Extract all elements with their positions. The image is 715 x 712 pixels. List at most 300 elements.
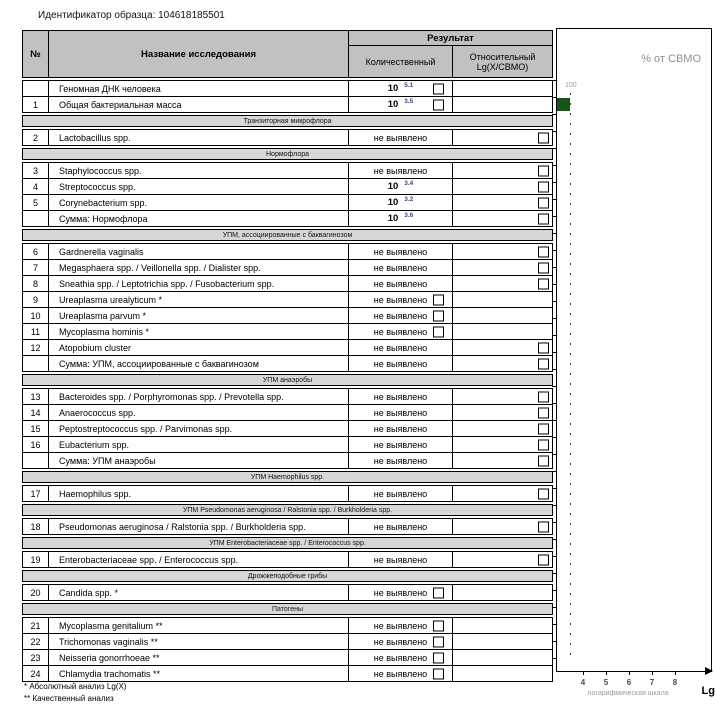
quantitative-result-cell [349, 195, 453, 210]
reference-100-label: 100 [565, 82, 577, 89]
row-number-cell [23, 292, 49, 307]
row-group [22, 388, 553, 469]
relative-checkbox[interactable] [538, 342, 549, 353]
test-name: Streptococcus spp. [59, 181, 136, 192]
row-number: 10 [30, 310, 41, 321]
section-label: УПМ Haemophilus spp. [250, 473, 325, 481]
quantitative-result-cell [349, 585, 453, 600]
relative-checkbox[interactable] [538, 278, 549, 289]
test-name: Геномная ДНК человека [59, 83, 161, 94]
relative-checkbox[interactable] [538, 197, 549, 208]
table-row [23, 519, 552, 534]
test-name-cell [49, 666, 349, 681]
row-number: 1 [32, 99, 38, 110]
test-name: Mycoplasma hominis * [59, 326, 150, 337]
test-name: Atopobium cluster [59, 342, 132, 353]
test-name-cell [49, 389, 349, 404]
test-name-cell [49, 340, 349, 355]
relative-checkbox[interactable] [538, 213, 549, 224]
test-name: Haemophilus spp. [59, 488, 132, 499]
relative-result-cell [453, 130, 552, 145]
section-header-row [22, 603, 553, 615]
row-group [22, 129, 553, 146]
x-axis-tick [606, 671, 607, 675]
quantitative-result-cell [349, 421, 453, 436]
test-name: Mycoplasma genitalium ** [59, 620, 163, 631]
section-label: Нормофлора [266, 150, 309, 158]
row-number: 2 [32, 132, 38, 143]
section-header-row [22, 374, 553, 386]
relative-result-cell [453, 244, 552, 259]
x-axis-tick [675, 671, 676, 675]
row-group [22, 551, 553, 568]
percent-of-cvmo-chart [556, 28, 715, 697]
result-text: не выявлено [373, 439, 428, 450]
test-name-cell [49, 585, 349, 600]
result-text: не выявлено [373, 521, 428, 532]
quantitative-result-cell [349, 130, 453, 145]
quantitative-checkbox[interactable] [433, 636, 444, 647]
relative-result-cell [453, 618, 552, 633]
relative-checkbox[interactable] [538, 358, 549, 369]
table-row [23, 355, 552, 371]
quantitative-result-cell [349, 211, 453, 226]
quantitative-result-cell [349, 405, 453, 420]
x-axis-title: Lg [701, 685, 715, 697]
relative-result-cell [453, 211, 552, 226]
reference-dashed-line [570, 93, 571, 661]
relative-result-cell [453, 650, 552, 665]
row-number: 12 [30, 342, 41, 353]
quantitative-checkbox[interactable] [433, 294, 444, 305]
relative-checkbox[interactable] [538, 165, 549, 176]
table-row [23, 585, 552, 600]
test-name-cell [49, 437, 349, 452]
table-row [23, 163, 552, 178]
row-number-cell [23, 260, 49, 275]
test-name: Enterobacteriaceae spp. / Enterococcus spp. [59, 554, 239, 565]
x-axis-tick [583, 671, 584, 675]
footnotes [24, 681, 126, 705]
section-header-row [22, 115, 553, 127]
test-name: Staphylococcus spp. [59, 165, 142, 176]
row-group [22, 162, 553, 227]
test-name: Gardnerella vaginalis [59, 246, 144, 257]
test-name: Сумма: УПМ анаэробы [59, 455, 156, 466]
row-number-cell [23, 405, 49, 420]
section-label: Дрожжеподобные грибы [247, 572, 328, 580]
result-text: не выявлено [373, 132, 428, 143]
section-label: Патогены [272, 605, 303, 613]
table-row [23, 618, 552, 633]
row-number-cell [23, 453, 49, 468]
row-group [22, 80, 553, 113]
result-text: не выявлено [373, 455, 428, 466]
table-row [23, 404, 552, 420]
test-name-cell [49, 650, 349, 665]
footnote-absolute-analysis: * Абсолютный анализ Lg(X) [24, 682, 127, 691]
test-name: Ureaplasma parvum * [59, 310, 147, 321]
quantitative-result-cell [349, 179, 453, 194]
table-row [23, 275, 552, 291]
quantitative-result-cell [349, 340, 453, 355]
test-name-cell [49, 97, 349, 112]
result-value-base: 10 [387, 181, 399, 192]
row-number-cell [23, 163, 49, 178]
quantitative-result-cell [349, 356, 453, 371]
row-number-cell [23, 244, 49, 259]
row-number-cell [23, 618, 49, 633]
x-axis-tick-label: 6 [626, 678, 632, 687]
quantitative-checkbox[interactable] [433, 326, 444, 337]
x-axis-tick-label: 8 [672, 678, 678, 687]
row-number-cell [23, 389, 49, 404]
result-text: не выявлено [373, 246, 428, 257]
row-number: 17 [30, 488, 41, 499]
relative-checkbox[interactable] [538, 181, 549, 192]
quantitative-result-cell [349, 437, 453, 452]
relative-result-cell [453, 634, 552, 649]
quantitative-result-cell [349, 666, 453, 681]
result-value-exponent: 3.5 [404, 98, 414, 105]
quantitative-checkbox[interactable] [433, 587, 444, 598]
x-axis-arrow-icon [705, 667, 713, 675]
test-name-cell [49, 211, 349, 226]
relative-checkbox[interactable] [538, 423, 549, 434]
relative-result-cell [453, 666, 552, 681]
col-header-test-name: Название исследования [49, 31, 349, 77]
section-header-row [22, 148, 553, 160]
test-name-cell [49, 276, 349, 291]
relative-checkbox[interactable] [538, 488, 549, 499]
test-name-cell [49, 486, 349, 501]
section-label: УПМ Enterobacteriaceae spp. / Enterococcus spp. [209, 539, 366, 547]
test-name-cell [49, 260, 349, 275]
footnote-qualitative-analysis: ** Качественный анализ [24, 694, 114, 703]
test-name: Сумма: УПМ, ассоциированные с баквагинозом [59, 358, 259, 369]
row-number: 16 [30, 439, 41, 450]
quantitative-result-cell [349, 453, 453, 468]
row-number-cell [23, 650, 49, 665]
relative-checkbox[interactable] [538, 407, 549, 418]
test-name: Candida spp. * [59, 587, 119, 598]
quantitative-result-cell [349, 97, 453, 112]
relative-result-cell [453, 179, 552, 194]
relative-checkbox[interactable] [538, 391, 549, 402]
relative-result-cell [453, 276, 552, 291]
col-header-result: Результат [349, 31, 552, 46]
relative-result-cell [453, 421, 552, 436]
relative-result-cell [453, 81, 552, 96]
quantitative-result-cell [349, 260, 453, 275]
test-name: Anaerococcus spp. [59, 407, 136, 418]
relative-checkbox[interactable] [538, 246, 549, 257]
test-name: Peptostreptococcus spp. / Parvimonas spp. [59, 423, 233, 434]
section-header-row [22, 229, 553, 241]
row-number: 14 [30, 407, 41, 418]
row-number-cell [23, 81, 49, 96]
x-axis-tick [652, 671, 653, 675]
row-number-cell [23, 486, 49, 501]
table-row [23, 420, 552, 436]
test-name: Sneathia spp. / Leptotrichia spp. / Fusobacterium spp. [59, 278, 275, 289]
test-name-cell [49, 324, 349, 339]
relative-result-cell [453, 308, 552, 323]
row-number-cell [23, 666, 49, 681]
row-number: 8 [32, 278, 38, 289]
row-number: 5 [32, 197, 38, 208]
row-number: 3 [32, 165, 38, 176]
col-header-number: № [23, 31, 49, 77]
result-text: не выявлено [373, 423, 428, 434]
sample-id: Идентификатор образца: 104618185501 [38, 10, 225, 21]
relative-checkbox[interactable] [538, 521, 549, 532]
relative-result-cell [453, 97, 552, 112]
test-name-cell [49, 634, 349, 649]
row-group [22, 485, 553, 502]
section-header-row [22, 537, 553, 549]
row-number: 19 [30, 554, 41, 565]
x-axis-tick-label: 5 [603, 678, 609, 687]
row-number: 15 [30, 423, 41, 434]
quantitative-checkbox[interactable] [433, 99, 444, 110]
test-name: Megasphaera spp. / Veillonella spp. / Dialister spp. [59, 262, 261, 273]
row-number: 18 [30, 521, 41, 532]
table-row [23, 389, 552, 404]
row-group [22, 243, 553, 372]
relative-result-cell [453, 356, 552, 371]
row-number: 9 [32, 294, 38, 305]
relative-result-cell [453, 552, 552, 567]
result-text: не выявлено [373, 668, 428, 679]
test-name-cell [49, 356, 349, 371]
quantitative-checkbox[interactable] [433, 310, 444, 321]
result-text: не выявлено [373, 358, 428, 369]
row-number-cell [23, 585, 49, 600]
row-number: 24 [30, 668, 41, 679]
test-name: Chlamydia trachomatis ** [59, 668, 161, 679]
relative-result-cell [453, 292, 552, 307]
test-name: Neisseria gonorrhoeae ** [59, 652, 160, 663]
test-name-cell [49, 308, 349, 323]
test-name: Ureaplasma urealyticum * [59, 294, 163, 305]
relative-result-cell [453, 437, 552, 452]
relative-checkbox[interactable] [538, 439, 549, 450]
quantitative-checkbox[interactable] [433, 652, 444, 663]
quantitative-checkbox[interactable] [433, 620, 444, 631]
table-row [23, 130, 552, 145]
test-name-cell [49, 453, 349, 468]
section-header-row [22, 504, 553, 516]
relative-result-cell [453, 260, 552, 275]
result-text: не выявлено [373, 278, 428, 289]
test-name: Bacteroides spp. / Porphyromonas spp. / Prevotella spp. [59, 391, 284, 402]
quantitative-result-cell [349, 634, 453, 649]
table-row [23, 244, 552, 259]
result-value-base: 10 [387, 99, 399, 110]
table-row [23, 210, 552, 226]
result-value-exponent: 3.6 [404, 212, 414, 219]
row-number-cell [23, 356, 49, 371]
result-value-exponent: 3.2 [404, 196, 414, 203]
col-header-relative [453, 46, 552, 77]
test-name-cell [49, 405, 349, 420]
table-row [23, 436, 552, 452]
row-number-cell [23, 308, 49, 323]
test-name-cell [49, 292, 349, 307]
col-header-relative-line2: Lg(X/СВМО) [476, 61, 529, 72]
quantitative-result-cell [349, 650, 453, 665]
relative-checkbox[interactable] [538, 132, 549, 143]
quantitative-result-cell [349, 81, 453, 96]
section-label: УПМ, ассоциированные с баквагинозом [222, 231, 353, 239]
table-row [23, 194, 552, 210]
result-text: не выявлено [373, 554, 428, 565]
log-scale-note: логарифмическая шкала [587, 690, 669, 697]
relative-checkbox[interactable] [538, 554, 549, 565]
row-number-cell [23, 519, 49, 534]
row-number: 23 [30, 652, 41, 663]
table-row [23, 552, 552, 567]
row-number: 20 [30, 587, 41, 598]
row-group [22, 617, 553, 682]
table-row [23, 339, 552, 355]
table-row [23, 649, 552, 665]
table-row [23, 452, 552, 468]
table-row [23, 96, 552, 112]
row-number-cell [23, 324, 49, 339]
quantitative-checkbox[interactable] [433, 83, 444, 94]
col-header-relative-line1: Относительный [469, 51, 536, 62]
test-name: Trichomonas vaginalis ** [59, 636, 158, 647]
relative-result-cell [453, 340, 552, 355]
test-name-cell [49, 421, 349, 436]
test-name: Pseudomonas aeruginosa / Ralstonia spp. / Burkholderia spp. [59, 521, 306, 532]
test-name: Сумма: Нормофлора [59, 213, 148, 224]
test-name-cell [49, 519, 349, 534]
table-row [23, 486, 552, 501]
relative-result-cell [453, 195, 552, 210]
result-text: не выявлено [373, 620, 428, 631]
test-name-cell [49, 130, 349, 145]
row-number-cell [23, 211, 49, 226]
row-number-cell [23, 340, 49, 355]
result-text: не выявлено [373, 652, 428, 663]
row-group [22, 518, 553, 535]
chart-bar-total-bacterial-mass [557, 98, 570, 111]
relative-result-cell [453, 585, 552, 600]
relative-result-cell [453, 324, 552, 339]
quantitative-result-cell [349, 519, 453, 534]
relative-result-cell [453, 519, 552, 534]
quantitative-result-cell [349, 244, 453, 259]
row-number: 13 [30, 391, 41, 402]
result-value-base: 10 [387, 213, 399, 224]
test-name-cell [49, 81, 349, 96]
row-number-cell [23, 437, 49, 452]
test-name-cell [49, 552, 349, 567]
table-row [23, 323, 552, 339]
x-axis-tick [629, 671, 630, 675]
row-number: 22 [30, 636, 41, 647]
result-text: не выявлено [373, 262, 428, 273]
quantitative-result-cell [349, 163, 453, 178]
relative-checkbox[interactable] [538, 455, 549, 466]
quantitative-result-cell [349, 486, 453, 501]
relative-result-cell [453, 163, 552, 178]
result-text: не выявлено [373, 294, 428, 305]
result-value-exponent: 3.4 [404, 180, 414, 187]
relative-result-cell [453, 486, 552, 501]
test-name: Eubacterium spp. [59, 439, 130, 450]
table-row [23, 291, 552, 307]
col-header-quantitative: Количественный [349, 46, 453, 77]
table-row [23, 633, 552, 649]
quantitative-result-cell [349, 324, 453, 339]
row-number: 7 [32, 262, 38, 273]
relative-checkbox[interactable] [538, 262, 549, 273]
row-number: 6 [32, 246, 38, 257]
row-number-cell [23, 130, 49, 145]
row-number: 11 [30, 326, 41, 337]
test-name: Corynebacterium spp. [59, 197, 148, 208]
quantitative-result-cell [349, 276, 453, 291]
relative-result-cell [453, 453, 552, 468]
row-number-cell [23, 195, 49, 210]
row-number-cell [23, 276, 49, 291]
section-header-row [22, 570, 553, 582]
quantitative-result-cell [349, 552, 453, 567]
row-number: 21 [30, 620, 41, 631]
row-number-cell [23, 552, 49, 567]
section-header-row [22, 471, 553, 483]
x-axis-tick-label: 4 [580, 678, 586, 687]
row-number: 4 [32, 181, 38, 192]
row-group [22, 584, 553, 601]
chart-title: % от СВМО [641, 53, 701, 65]
result-text: не выявлено [373, 165, 428, 176]
section-label: УПМ анаэробы [262, 376, 313, 384]
quantitative-checkbox[interactable] [433, 668, 444, 679]
test-name-cell [49, 618, 349, 633]
row-number-cell [23, 421, 49, 436]
quantitative-result-cell [349, 308, 453, 323]
table-row [23, 81, 552, 96]
table-row [23, 259, 552, 275]
quantitative-result-cell [349, 292, 453, 307]
test-name: Общая бактериальная масса [59, 99, 182, 110]
quantitative-result-cell [349, 618, 453, 633]
row-number-cell [23, 634, 49, 649]
section-label: УПМ Pseudomonas aeruginosa / Ralstonia spp. / Burkholderia spp. [182, 506, 393, 514]
section-label: Транзиторная микрофлора [243, 117, 332, 125]
table-header [22, 30, 553, 78]
results-table [22, 30, 553, 682]
row-alignment-ticks [552, 80, 556, 671]
table-row [23, 665, 552, 681]
result-value-exponent: 5.1 [404, 82, 414, 89]
result-text: не выявлено [373, 310, 428, 321]
test-name-cell [49, 179, 349, 194]
x-axis-tick-label: 7 [649, 678, 655, 687]
relative-result-cell [453, 389, 552, 404]
result-text: не выявлено [373, 342, 428, 353]
quantitative-result-cell [349, 389, 453, 404]
result-text: не выявлено [373, 407, 428, 418]
table-row [23, 307, 552, 323]
test-name: Lactobacillus spp. [59, 132, 131, 143]
result-value-base: 10 [387, 197, 399, 208]
